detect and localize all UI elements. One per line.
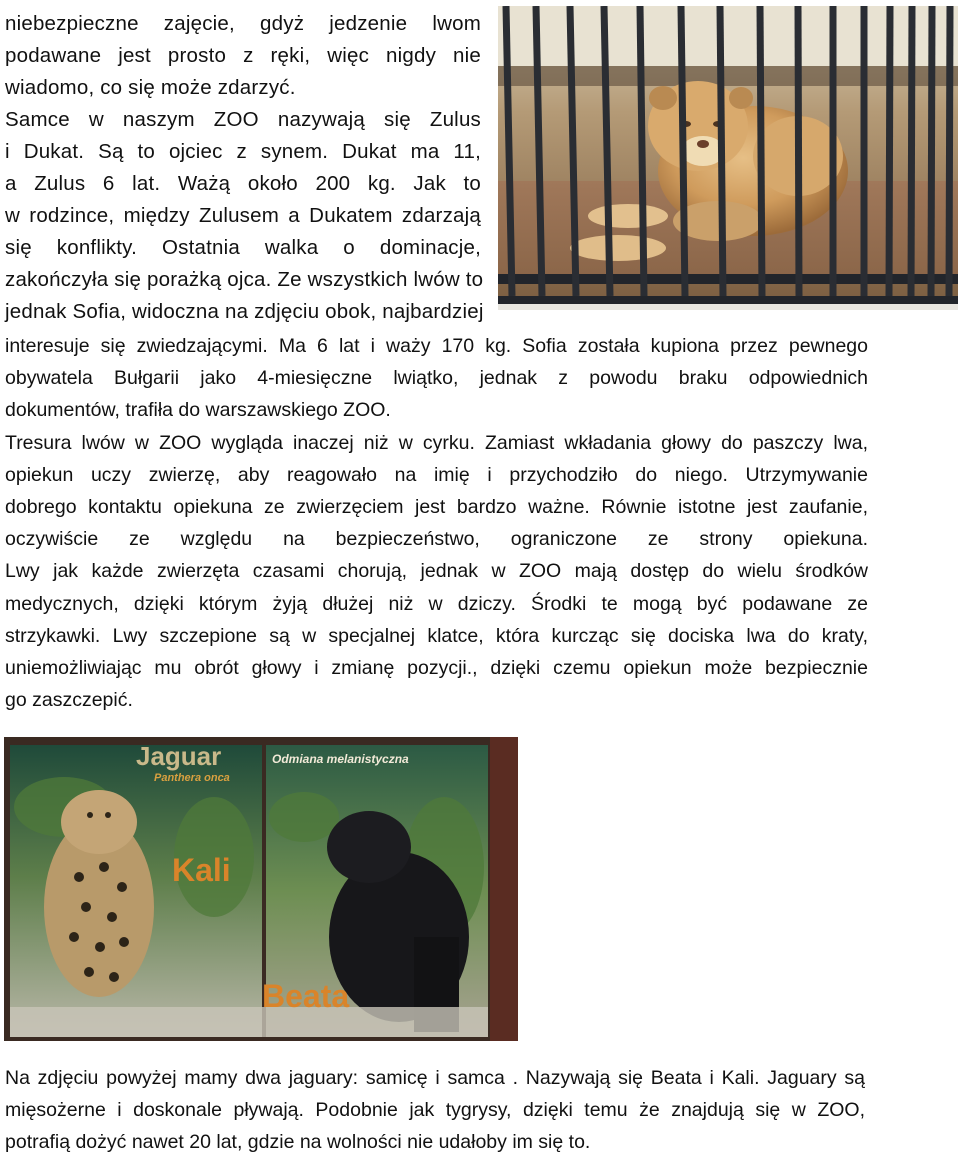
sign-latin: Panthera onca <box>154 772 230 784</box>
sign-variant: Odmiana melanistyczna <box>272 752 409 766</box>
text-line: dobrego kontaktu opiekuna ze zwierzęciem jest bardzo ważne. Równie istotne jest zaufanie, <box>5 496 868 519</box>
sign-title: Jaguar <box>136 741 222 771</box>
text-line: strzykawki. Lwy szczepione są w specjalnej klatce, która kurcząc się dociska lwa do kraty, <box>5 624 868 647</box>
text-line: opiekun uczy zwierzę, aby reagowało na imię i przychodziło do niego. Utrzymywanie <box>5 463 868 486</box>
paragraph-bottom <box>5 1062 865 1159</box>
text-line: potrafią dożyć nawet 20 lat, gdzie na wolności nie udałoby im się to. <box>5 1131 591 1154</box>
text-line: zakończyła się porażką ojca. Ze wszystkich lwów to <box>5 268 484 291</box>
text-line: podawane jest prosto z ręki, więc nigdy nie <box>5 44 481 67</box>
text-line: oczywiście ze względu na bezpieczeństwo, ograniczone ze strony opiekuna. <box>5 528 868 551</box>
text-line: mięsożerne i doskonale pływają. Podobnie jak tygrysy, dzięki temu że znajdują się w ZOO, <box>5 1099 865 1122</box>
text-line: Na zdjęciu powyżej mamy dwa jaguary: samicę i samca . Nazywają się Beata i Kali. Jaguary są <box>5 1067 865 1089</box>
jaguar-sign-photo <box>4 737 518 1041</box>
paragraph-top <box>5 8 484 328</box>
text-line: się konflikty. Ostatnia walka o dominacje, <box>5 236 481 259</box>
text-line: i Dukat. Są to ojciec z synem. Dukat ma 11, <box>5 140 481 163</box>
text-line: obywatela Bułgarii jako 4-miesięczne lwiątko, jednak z powodu braku odpowiednich <box>5 367 868 390</box>
text-line: uniemożliwiając mu obrót głowy i zmianę pozycji., dzięki czemu opiekun może bezpiecznie <box>5 657 868 680</box>
text-line: dokumentów, trafiła do warszawskiego ZOO. <box>5 399 391 422</box>
text-line: niebezpieczne zajęcie, gdyż jedzenie lwom <box>5 12 481 35</box>
text-line: medycznych, dzięki którym żyją dłużej niż w dziczy. Środki te mogą być podawane ze <box>5 592 868 615</box>
text-line: a Zulus 6 lat. Ważą około 200 kg. Jak to <box>5 172 481 195</box>
text-line: interesuje się zwiedzającymi. Ma 6 lat i waży 170 kg. Sofia została kupiona przez pewnego <box>5 335 868 357</box>
text-line: Lwy jak każde zwierzęta czasami chorują, jednak w ZOO mają dostęp do wielu środków <box>5 560 868 583</box>
text-line: jednak Sofia, widoczna na zdjęciu obok, najbardziej <box>5 300 484 323</box>
text-line: wiadomo, co się może zdarzyć. <box>5 76 296 99</box>
text-line: w rodzince, między Zulusem a Dukatem zdarzają <box>5 204 481 227</box>
text-line: go zaszczepić. <box>5 689 133 712</box>
paragraph-main <box>5 330 868 716</box>
lion-photo <box>498 6 958 310</box>
text-line: Samce w naszym ZOO nazywają się Zulus <box>5 108 481 131</box>
sign-name-kali: Kali <box>172 852 231 888</box>
sign-name-beata: Beata <box>262 978 350 1014</box>
text-line: Tresura lwów w ZOO wygląda inaczej niż w cyrku. Zamiast wkładania głowy do paszczy lwa, <box>5 431 868 454</box>
